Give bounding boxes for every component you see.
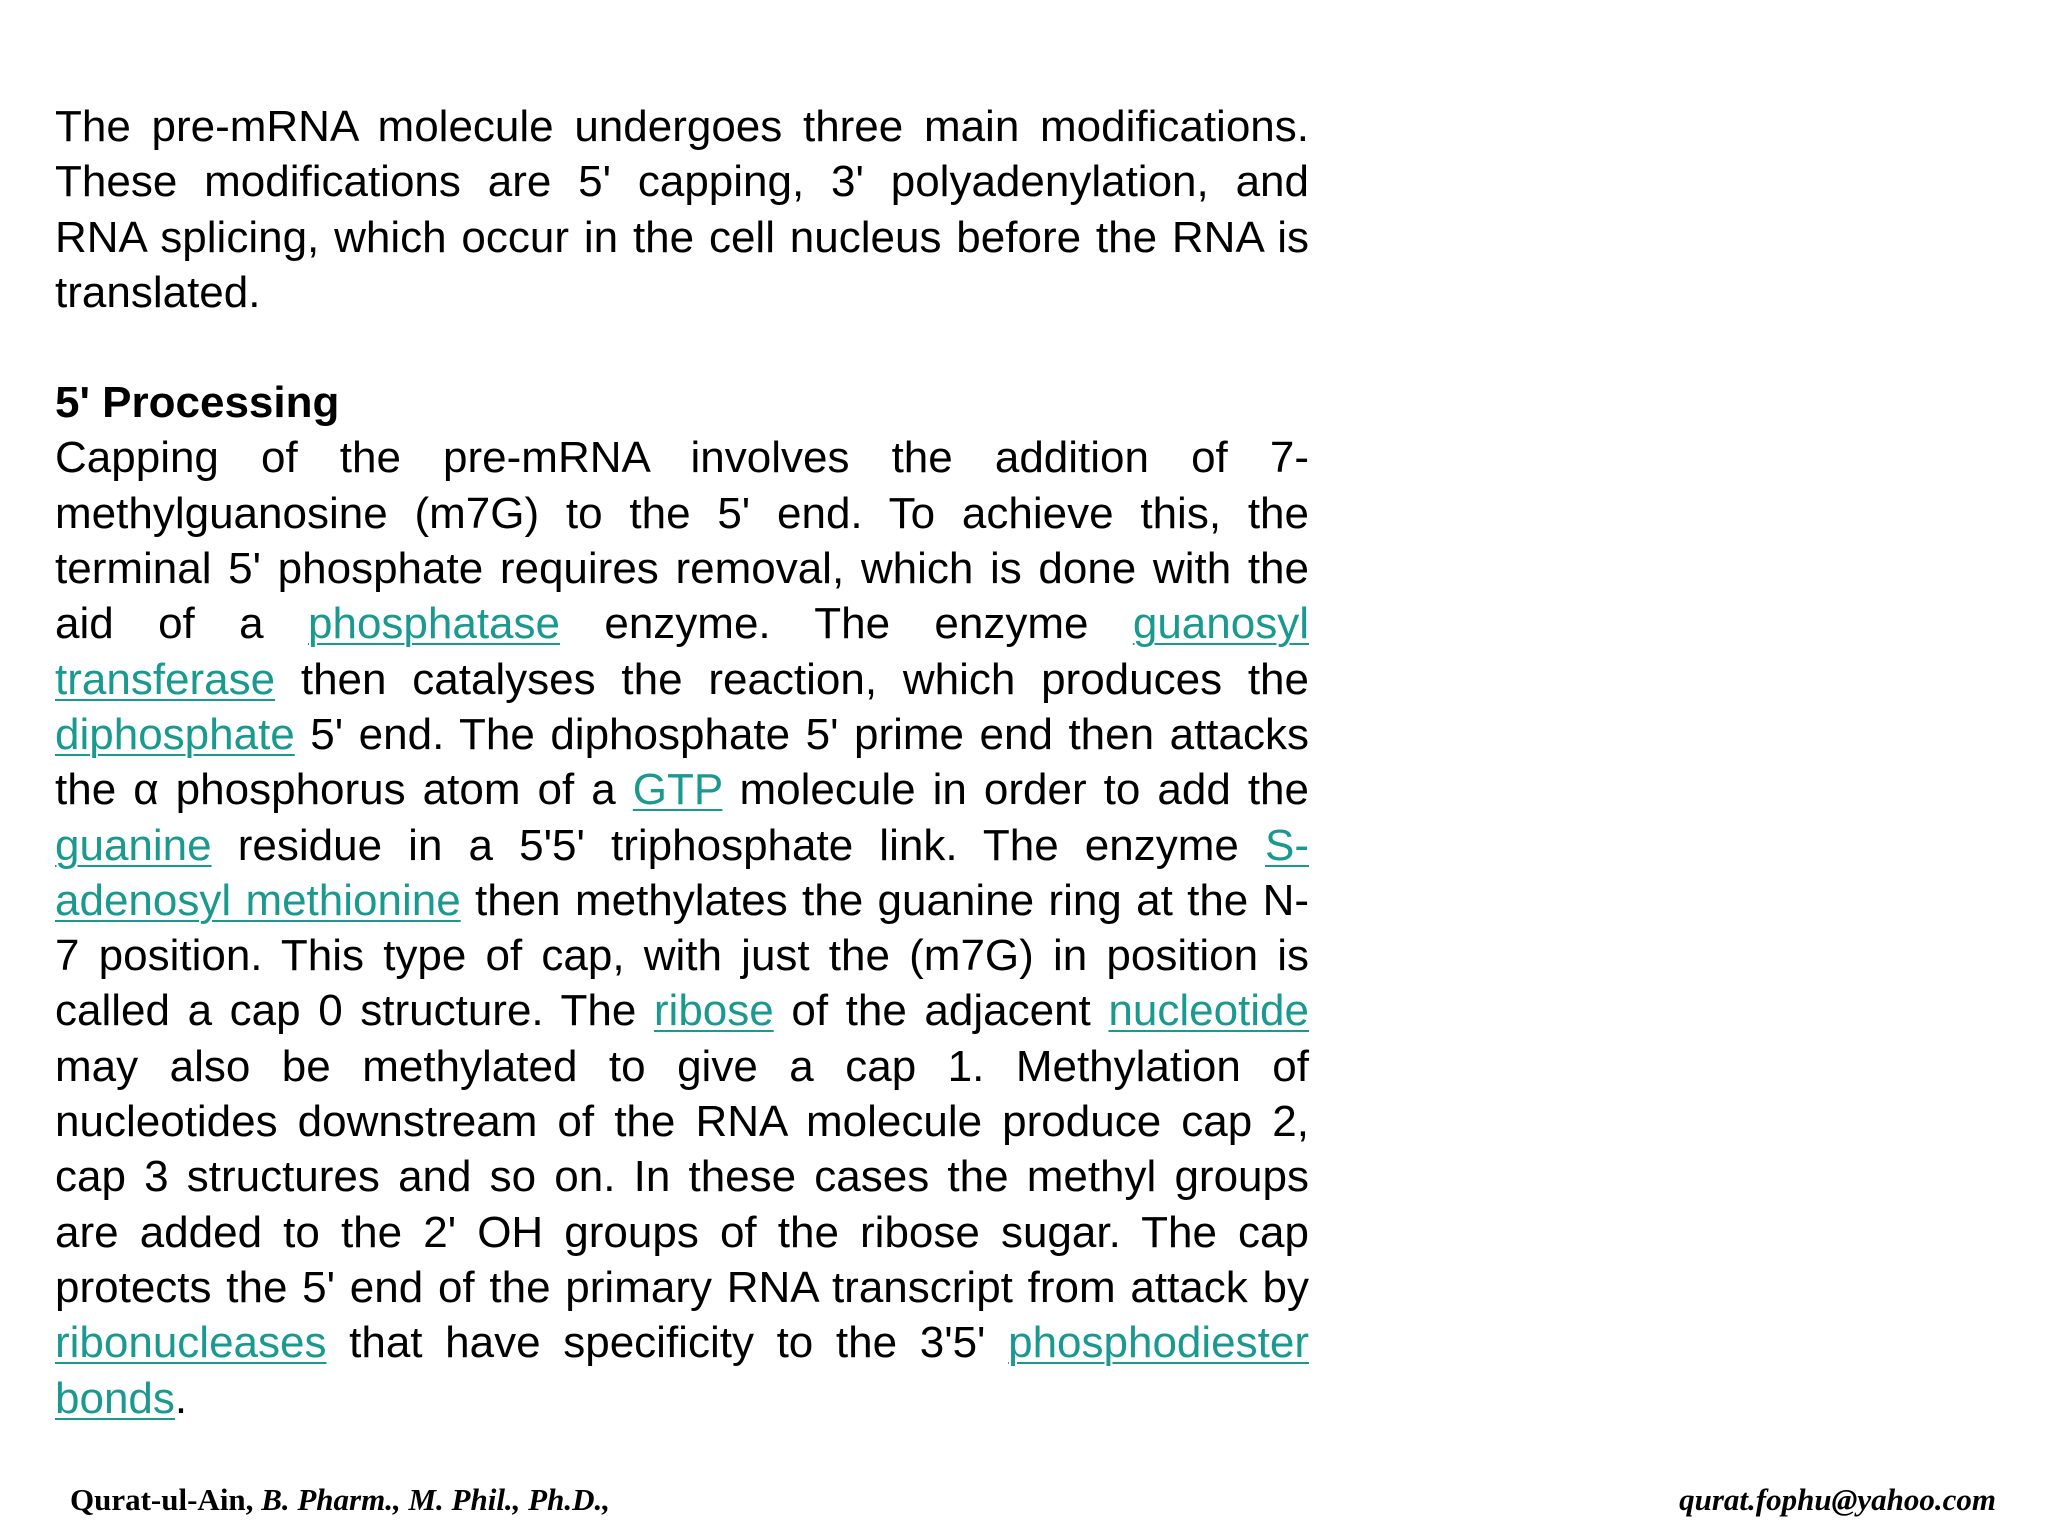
author-name: Qurat-ul-Ain, (70, 1482, 254, 1517)
paragraph-text: then catalyses the reaction, which produces the (275, 654, 1309, 704)
link-gtp[interactable]: GTP (632, 765, 723, 815)
paragraph-text: may also be methylated to give a cap 1. Methylation of nucleotides downstream of the RNA molecule produce cap 2, cap 3 structures and so on. In these cases the methyl groups are added to the 2' OH groups of the ribose sugar. The cap protects the 5' end of the primary RNA transcript from attack by (55, 1041, 1309, 1312)
intro-paragraph: The pre-mRNA molecule undergoes three main modifications. These modifications are 5' capping, 3' polyadenylation, and RNA splicing, which occur in the cell nucleus before the RNA is translated. (55, 102, 1309, 317)
link-phosphodiester-bonds[interactable]: phosphodiester bonds (55, 1318, 1309, 1423)
paragraph-text: enzyme. The enzyme (560, 599, 1133, 649)
section-heading: 5' Processing (55, 378, 340, 428)
author-degrees: B. Pharm., M. Phil., Ph.D., (261, 1482, 610, 1517)
paragraph-text: 5' end. The diphosphate 5' prime end then attacks the α phosphorus atom of a (55, 709, 1309, 815)
footer-email: qurat.fophu@yahoo.com (1679, 1482, 1996, 1517)
link-phosphatase[interactable]: phosphatase (308, 599, 560, 649)
footer-author (70, 1482, 610, 1518)
link-nucleotide[interactable]: nucleotide (1108, 986, 1309, 1036)
paragraph-text: that have specificity to the 3'5' (326, 1318, 1009, 1368)
link-diphosphate[interactable]: diphosphate (55, 709, 295, 759)
document-body (55, 99, 1309, 1426)
paragraph-text: Capping of the pre-mRNA involves the addition of 7-methylguanosine (m7G) to the 5' end. To achieve this, the terminal 5' phosphate requires removal, which is done with the aid of a (55, 433, 1309, 649)
paragraph-text: residue in a 5'5' triphosphate link. The enzyme (211, 820, 1265, 870)
paragraph-text: molecule in order to add the (722, 765, 1309, 815)
processing-paragraph (55, 430, 1309, 1425)
link-ribonucleases[interactable]: ribonucleases (55, 1318, 327, 1368)
link-guanine[interactable]: guanine (55, 820, 212, 870)
link-ribose[interactable]: ribose (653, 986, 774, 1036)
link-guanosyl-transferase[interactable]: guanosyl transferase (55, 599, 1309, 704)
paragraph-text: then methylates the guanine ring at the N-7 position. This type of cap, with just the (m7G) in position is called a cap 0 structure. The (55, 875, 1310, 1036)
paragraph-text: of the adjacent (773, 986, 1109, 1036)
paragraph-text: . (174, 1373, 188, 1423)
link-s-adenosyl-methionine[interactable]: S-adenosyl methionine (55, 820, 1309, 925)
